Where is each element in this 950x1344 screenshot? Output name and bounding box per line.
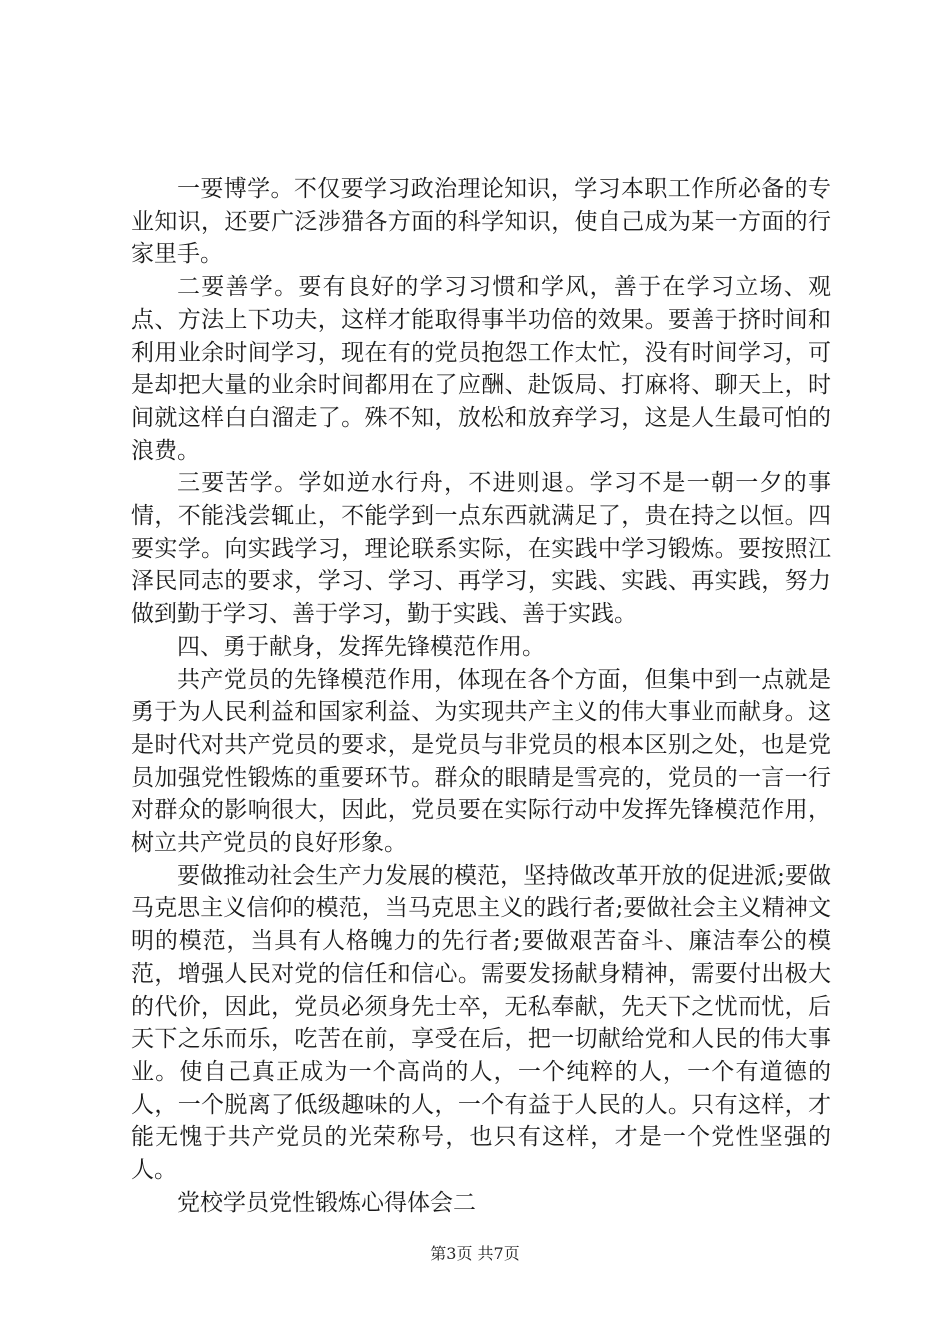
next-article-title: 党校学员党性锻炼心得体会二 — [177, 1189, 476, 1216]
document-body — [131, 173, 831, 1220]
paragraph-4: 共产党员的先锋模范作用，体现在各个方面，但集中到一点就是勇于为人民利益和国家利益、为实现共产主义的伟大事业而献身。这是时代对共产党员的要求，是党员与非党员的根本区别之处，也是党员加强党性锻炼的重要环节。群众的眼睛是雪亮的，党员的一言一行对群众的影响很大，因此，党员要在实际行动中发挥先锋模范作用，树立共产党员的良好形象。 — [131, 666, 831, 857]
paragraph-5: 要做推动社会生产力发展的模范，坚持做改革开放的促进派;要做马克思主义信仰的模范，当马克思主义的践行者;要做社会主义精神文明的模范，当具有人格魄力的先行者;要做艰苦奋斗、廉洁奉公的模范，增强人民对党的信任和信心。需要发扬献身精神，需要付出极大的代价，因此，党员必须身先士卒，无私奉献，先天下之忧而忧，后天下之乐而乐，吃苦在前，享受在后，把一切献给党和人民的伟大事业。使自己真正成为一个高尚的人，一个纯粹的人，一个有道德的人，一个脱离了低级趣味的人，一个有益于人民的人。只有这样，才能无愧于共产党员的光荣称号，也只有这样，才是一个党性坚强的人。 — [131, 862, 831, 1184]
paragraph-3: 三要苦学。学如逆水行舟，不进则退。学习不是一朝一夕的事情，不能浅尝辄止，不能学到一点东西就满足了，贵在持之以恒。四要实学。向实践学习，理论联系实际，在实践中学习锻炼。要按照江泽民同志的要求，学习、学习、再学习，实践、实践、再实践，努力做到勤于学习、善于学习，勤于实践、善于实践。 — [131, 470, 831, 628]
paragraph-2: 二要善学。要有良好的学习习惯和学风，善于在学习立场、观点、方法上下功夫，这样才能取得事半功倍的效果。要善于挤时间和利用业余时间学习，现在有的党员抱怨工作太忙，没有时间学习，可是却把大量的业余时间都用在了应酬、赴饭局、打麻将、聊天上，时间就这样白白溜走了。殊不知，放松和放弃学习，这是人生最可怕的浪费。 — [131, 274, 831, 464]
page-footer: 第3页 共7页 — [430, 1244, 520, 1263]
section-heading: 四、勇于献身，发挥先锋模范作用。 — [177, 633, 545, 660]
paragraph-1: 一要博学。不仅要学习政治理论知识，学习本职工作所必备的专业知识，还要广泛涉猎各方面的科学知识，使自己成为某一方面的行家里手。 — [131, 176, 831, 268]
